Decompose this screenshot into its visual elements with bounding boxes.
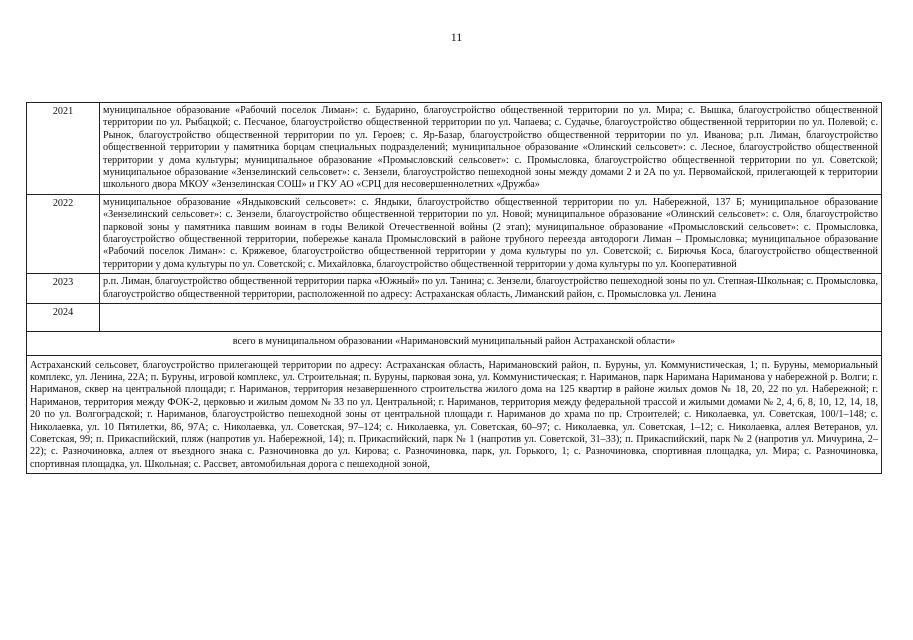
table-row	[27, 274, 882, 304]
total-header: всего в муниципальном образовании «Наримановский муниципальный район Астраханской области»	[27, 332, 882, 355]
program-table	[26, 102, 882, 474]
year-cell: 2022	[27, 194, 100, 273]
table-row	[27, 194, 882, 273]
page-number: 11	[450, 30, 463, 44]
total-description: Астраханский сельсовет, благоустройство прилегающей территории по адресу: Астраханская область, Наримановский район, п. Буруны, ул. Коммунистическая, 1; п. Буруны, мемориальный комплекс, ул. Ленина, 22А; п. Буруны, игровой комплекс, ул. Строительная; п. Буруны, парковая зона, ул. Коммунистическая; г. Нариманов, парк Наримана Нариманова у набережной р. Волги; г. Нариманов, сквер на центральной площади; г. Нариманов, территория незавершенного строительства жилого дома на 125 квартир в районе жилых домов № 18, 20, 22 по ул. Набережной; г. Нариманов, территория между ФОК-2, церковью и жилым домом № 33 по ул. Центральной; г. Нариманов, территория между федеральной трассой и жилыми домами № 2, 4, 6, 8, 10, 12, 14, 18, 20 по ул. Волгоградской; г. Нариманов, благоустройство пешеходной зоны от центральной площади г. Нариманов до храма по пр. Строителей; с. Николаевка, ул. Советская, 100/1–148; с. Николаевка, ул. 10 Пятилетки, 86, 97А; с. Николаевка, ул. Советская, 97–124; с. Николаевка, ул. Советская, 60–97; с. Николаевка, ул. Советская, 1–12; с. Николаевка, аллея Ветеранов, ул. Советская, 99; п. Прикаспийский, пляж (напротив ул. Набережной, 14); п. Прикаспийский, парк № 1 (напротив ул. Советской, 31–33); п. Прикаспийский, парк № 2 (напротив ул. Мичурина, 2–22); с. Разночиновка, аллея от въездного знака с. Разночиновка до ул. Кирова; с. Разночиновка, парк, ул. Горького, 1; с. Разночиновка, спортивная площадка, ул. Мира; с. Разночиновка, спортивная площадка, ул. Школьная; с. Рассвет, автомобильная дорога с пешеходной зоной,	[27, 355, 882, 474]
description-cell: муниципальное образование «Яндыковский сельсовет»: с. Яндыки, благоустройство общественной территории по ул. Набережной, 137 Б; муниципальное образование «Зензелинский сельсовет»: с. Зензели, благоустройство общественной территории по ул. Новой; муниципальное образование «Олинский сельсовет»: с. Оля, благоустройство парковой зоны у памятника павшим воинам в годы Великой Отечественной войны (2 этап); муниципальное образование «Промысловский сельсовет»: с. Промысловка, благоустройство общественной территории, побережье канала Промысловский в районе трубного переезда автодороги Лиман – Промысловка; муниципальное образование «Рабочий поселок Лиман»: с. Кряжевое, благоустройство общественной территории у дома культуры по ул. Советской; с. Бирючья Коса, благоустройство общественной территории у дома культуры по ул. Советской; с. Михайловка, благоустройство общественной территории у дома культуры по ул. Кооперативной	[100, 194, 882, 273]
year-cell: 2021	[27, 103, 100, 195]
year-cell: 2024	[27, 304, 100, 332]
table-row	[27, 304, 882, 332]
description-cell: р.п. Лиман, благоустройство общественной территории парка «Южный» по ул. Танина; с. Зензели, благоустройство пешеходной зоны по ул. Степная-Школьная; с. Промысловка, благоустройство общественной территории, расположенной по адресу: Астраханская область, Лиманский район, с. Промысловка ул. Ленина	[100, 274, 882, 304]
description-cell: муниципальное образование «Рабочий поселок Лиман»: с. Бударино, благоустройство общественной территории по ул. Мира; с. Вышка, благоустройство общественной территории по ул. Рыбацкой; с. Песчаное, благоустройство общественной территории по ул. Чапаева; с. Судачье, благоустройство общественной территории по ул. Полевой; с. Рынок, благоустройство общественной территории по ул. Героев; с. Яр-Базар, благоустройство общественной территории по ул. Иванова; р.п. Лиман, благоустройство общественной территории у памятника борцам специальных подразделений; муниципальное образование «Олинский сельсовет»: с. Лесное, благоустройство общественной территории у дома культуры; муниципальное образование «Промысловский сельсовет»: с. Промысловка, благоустройство общественной территории по ул. Советской; муниципальное образование «Зензелинский сельсовет»: с. Зензели, благоустройство пешеходной зоны между домами 2 и 2А по ул. Первомайской, прилегающей к территории школьного двора МКОУ «Зензелинская СОШ» и ГКУ АО «СРЦ для несовершеннолетних «Дружба»	[100, 103, 882, 195]
total-content-row	[27, 355, 882, 474]
description-cell	[100, 304, 882, 332]
table-row	[27, 103, 882, 195]
year-cell: 2023	[27, 274, 100, 304]
total-header-row	[27, 332, 882, 355]
